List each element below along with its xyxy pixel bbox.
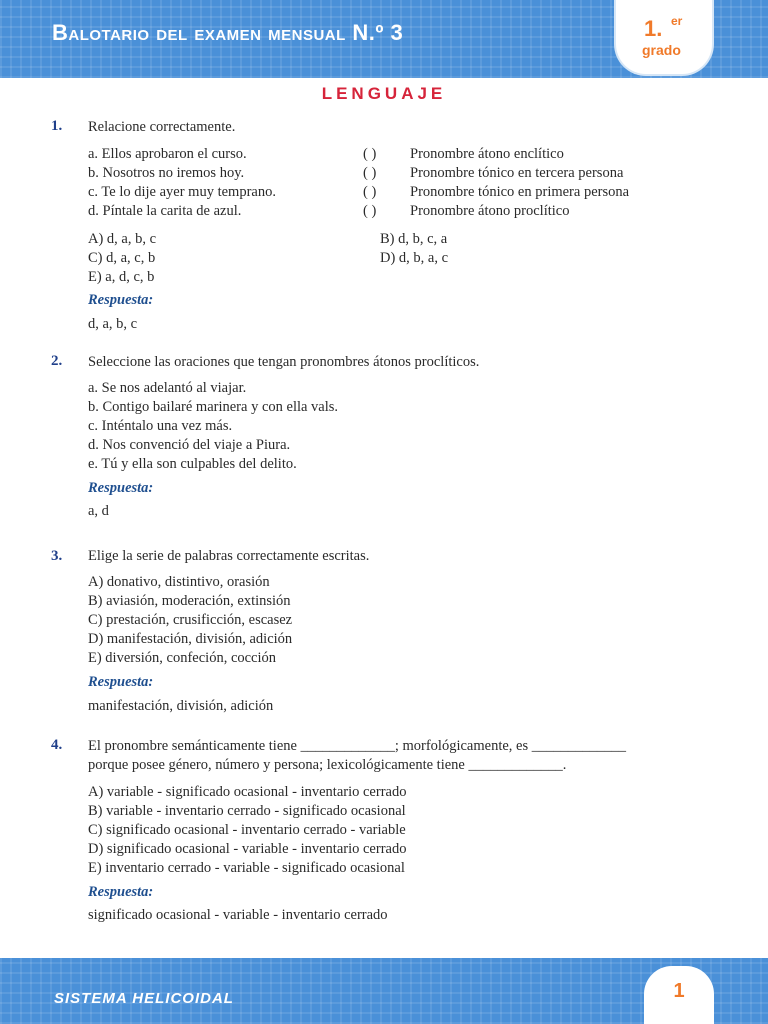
q3-option-a: A) donativo, distintivo, orasión — [88, 574, 270, 590]
q1-option-e: E) a, d, c, b — [88, 269, 155, 285]
footer-brand: SISTEMA HELICOIDAL — [54, 990, 234, 1007]
exam-title: Balotario del examen mensual N.º 3 — [52, 20, 404, 45]
q2-answer: a, d — [88, 503, 109, 519]
q4-option-c: C) significado ocasional - inventario cerrado - variable — [88, 822, 406, 838]
question-2-prompt: Seleccione las oraciones que tengan pronombres átonos proclíticos. — [88, 354, 480, 370]
question-3-number: 3. — [51, 548, 63, 564]
question-1-number: 1. — [51, 118, 63, 134]
question-1-prompt: Relacione correctamente. — [88, 119, 236, 135]
q1-option-c: C) d, a, c, b — [88, 250, 156, 266]
q1-pair-c-left: c. Te lo dije ayer muy temprano. — [88, 184, 276, 200]
q3-option-b: B) aviasión, moderación, extinsión — [88, 593, 291, 609]
q2-item-e: e. Tú y ella son culpables del delito. — [88, 456, 297, 472]
q1-pair-a-right: Pronombre átono enclítico — [410, 146, 564, 162]
q1-pair-c-paren: ( ) — [363, 184, 377, 200]
grade-word: grado — [642, 42, 681, 58]
page-number: 1 — [673, 980, 685, 1002]
q1-pair-d-right: Pronombre átono proclítico — [410, 203, 570, 219]
q4-answer: significado ocasional - variable - inventario cerrado — [88, 907, 388, 923]
question-4-number: 4. — [51, 737, 63, 753]
q1-option-d: D) d, b, a, c — [380, 250, 449, 266]
q1-pair-a-left: a. Ellos aprobaron el curso. — [88, 146, 247, 162]
q1-pair-b-right: Pronombre tónico en tercera persona — [410, 165, 624, 181]
q4-option-b: B) variable - inventario cerrado - significado ocasional — [88, 803, 406, 819]
q3-answer: manifestación, división, adición — [88, 698, 274, 714]
q1-pair-a-paren: ( ) — [363, 146, 377, 162]
question-4-prompt-line-2: porque posee género, número y persona; lexicológicamente tiene _____________. — [88, 757, 567, 773]
q3-option-e: E) diversión, confeción, cocción — [88, 650, 277, 666]
question-2-number: 2. — [51, 353, 63, 369]
q3-option-c: C) prestación, crusificción, escasez — [88, 612, 293, 628]
q4-option-a: A) variable - significado ocasional - inventario cerrado — [88, 784, 407, 800]
q1-pair-d-left: d. Píntale la carita de azul. — [88, 203, 242, 219]
q4-option-e: E) inventario cerrado - variable - significado ocasional — [88, 860, 405, 876]
q3-option-d: D) manifestación, división, adición — [88, 631, 293, 647]
q2-item-b: b. Contigo bailaré marinera y con ella vals. — [88, 399, 339, 415]
q2-item-d: d. Nos convenció del viaje a Piura. — [88, 437, 291, 453]
q1-option-b: B) d, b, c, a — [380, 231, 448, 247]
q1-option-a: A) d, a, b, c — [88, 231, 157, 247]
q2-item-c: c. Inténtalo una vez más. — [88, 418, 233, 434]
q2-answer-label: Respuesta: — [88, 480, 154, 496]
q4-answer-label: Respuesta: — [88, 884, 154, 900]
q2-item-a: a. Se nos adelantó al viajar. — [88, 380, 247, 396]
q1-answer-label: Respuesta: — [88, 292, 154, 308]
subject-title: LENGUAJE — [321, 84, 447, 103]
question-4-prompt-line-1: El pronombre semánticamente tiene _____________; morfológicamente, es _____________ — [88, 738, 626, 754]
q1-pair-b-left: b. Nosotros no iremos hoy. — [88, 165, 245, 181]
q1-pair-b-paren: ( ) — [363, 165, 377, 181]
page-number-badge — [644, 966, 714, 1024]
grade-number: 1. — [644, 16, 663, 41]
grade-superscript: er — [671, 14, 683, 28]
q1-pair-c-right: Pronombre tónico en primera persona — [410, 184, 630, 200]
q3-answer-label: Respuesta: — [88, 674, 154, 690]
question-3-prompt: Elige la serie de palabras correctamente escritas. — [88, 548, 370, 564]
q4-option-d: D) significado ocasional - variable - inventario cerrado — [88, 841, 407, 857]
q1-answer: d, a, b, c — [88, 316, 138, 332]
grade-badge — [616, 0, 712, 74]
q1-pair-d-paren: ( ) — [363, 203, 377, 219]
